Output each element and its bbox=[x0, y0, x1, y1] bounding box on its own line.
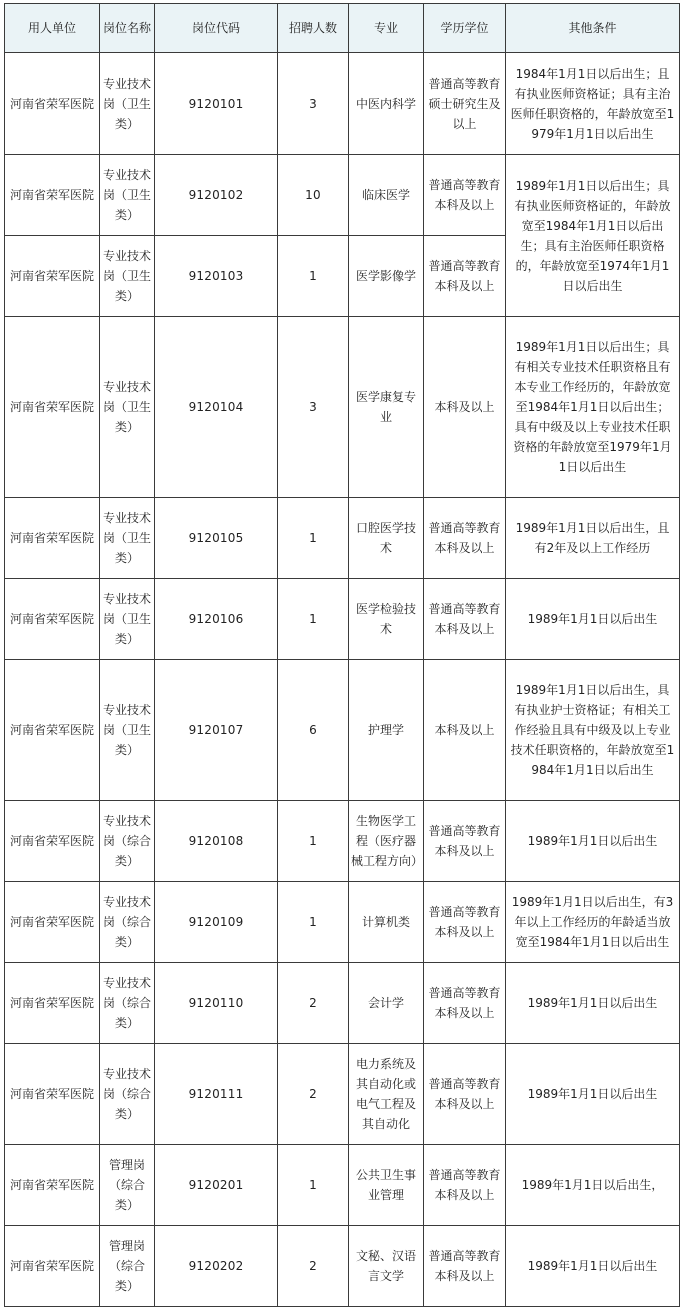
cell-major: 电力系统及其自动化或电气工程及其自动化 bbox=[349, 1044, 424, 1145]
cell-education: 普通高等教育本科及以上 bbox=[424, 1226, 506, 1307]
cell-count: 1 bbox=[278, 1145, 349, 1226]
cell-other: 1989年1月1日以后出生 bbox=[506, 1226, 680, 1307]
cell-unit: 河南省荣军医院 bbox=[5, 498, 100, 579]
cell-unit: 河南省荣军医院 bbox=[5, 1044, 100, 1145]
cell-code: 9120111 bbox=[155, 1044, 278, 1145]
table-row bbox=[5, 801, 680, 882]
header-major: 专业 bbox=[349, 4, 424, 53]
header-code: 岗位代码 bbox=[155, 4, 278, 53]
cell-count: 1 bbox=[278, 882, 349, 963]
cell-unit: 河南省荣军医院 bbox=[5, 801, 100, 882]
cell-code: 9120202 bbox=[155, 1226, 278, 1307]
cell-education: 普通高等教育本科及以上 bbox=[424, 882, 506, 963]
header-other: 其他条件 bbox=[506, 4, 680, 53]
table-row bbox=[5, 53, 680, 155]
cell-major: 中医内科学 bbox=[349, 53, 424, 155]
cell-code: 9120108 bbox=[155, 801, 278, 882]
cell-code: 9120101 bbox=[155, 53, 278, 155]
cell-post: 专业技术岗（卫生类） bbox=[100, 53, 155, 155]
cell-other: 1989年1月1日以后出生 bbox=[506, 801, 680, 882]
cell-major: 文秘、汉语言文学 bbox=[349, 1226, 424, 1307]
cell-other: 1989年1月1日以后出生，具有执业护士资格证；有相关工作经验且具有中级及以上专业技术任职资格的，年龄放宽至1984年1月1日以后出生 bbox=[506, 660, 680, 801]
cell-education: 普通高等教育本科及以上 bbox=[424, 155, 506, 236]
cell-code: 9120107 bbox=[155, 660, 278, 801]
cell-count: 2 bbox=[278, 1226, 349, 1307]
cell-code: 9120201 bbox=[155, 1145, 278, 1226]
table-row bbox=[5, 498, 680, 579]
cell-count: 1 bbox=[278, 579, 349, 660]
cell-education: 普通高等教育本科及以上 bbox=[424, 1145, 506, 1226]
cell-post: 专业技术岗（卫生类） bbox=[100, 579, 155, 660]
cell-post: 管理岗（综合类） bbox=[100, 1226, 155, 1307]
cell-unit: 河南省荣军医院 bbox=[5, 963, 100, 1044]
header-post: 岗位名称 bbox=[100, 4, 155, 53]
table-row bbox=[5, 1226, 680, 1307]
table-header-row bbox=[5, 4, 680, 53]
cell-other: 1989年1月1日以后出生；具有执业医师资格证的，年龄放宽至1984年1月1日以后出生；具有主治医师任职资格的，年龄放宽至1974年1月1日以后出生 bbox=[506, 155, 680, 317]
cell-count: 1 bbox=[278, 801, 349, 882]
cell-major: 医学康复专业 bbox=[349, 317, 424, 498]
cell-other: 1989年1月1日以后出生， bbox=[506, 1145, 680, 1226]
cell-code: 9120109 bbox=[155, 882, 278, 963]
table-row bbox=[5, 155, 680, 236]
cell-education: 普通高等教育本科及以上 bbox=[424, 579, 506, 660]
cell-other: 1989年1月1日以后出生 bbox=[506, 963, 680, 1044]
cell-code: 9120102 bbox=[155, 155, 278, 236]
cell-post: 专业技术岗（卫生类） bbox=[100, 498, 155, 579]
cell-major: 生物医学工程（医疗器械工程方向） bbox=[349, 801, 424, 882]
cell-major: 计算机类 bbox=[349, 882, 424, 963]
cell-count: 3 bbox=[278, 317, 349, 498]
cell-other: 1989年1月1日以后出生 bbox=[506, 1044, 680, 1145]
table-row bbox=[5, 882, 680, 963]
cell-unit: 河南省荣军医院 bbox=[5, 660, 100, 801]
cell-major: 会计学 bbox=[349, 963, 424, 1044]
cell-other: 1989年1月1日以后出生；具有相关专业技术任职资格且有本专业工作经历的，年龄放宽至1984年1月1日以后出生；具有中级及以上专业技术任职资格的年龄放宽至1979年1月1日以后出生 bbox=[506, 317, 680, 498]
cell-post: 专业技术岗（综合类） bbox=[100, 963, 155, 1044]
cell-other: 1984年1月1日以后出生；且有执业医师资格证；具有主治医师任职资格的，年龄放宽至1979年1月1日以后出生 bbox=[506, 53, 680, 155]
cell-education: 本科及以上 bbox=[424, 660, 506, 801]
cell-major: 医学影像学 bbox=[349, 236, 424, 317]
cell-other: 1989年1月1日以后出生，有3年以上工作经历的年龄适当放宽至1984年1月1日以后出生 bbox=[506, 882, 680, 963]
cell-unit: 河南省荣军医院 bbox=[5, 882, 100, 963]
cell-unit: 河南省荣军医院 bbox=[5, 155, 100, 236]
cell-education: 普通高等教育硕士研究生及以上 bbox=[424, 53, 506, 155]
header-unit: 用人单位 bbox=[5, 4, 100, 53]
cell-unit: 河南省荣军医院 bbox=[5, 236, 100, 317]
cell-post: 专业技术岗（综合类） bbox=[100, 882, 155, 963]
cell-education: 普通高等教育本科及以上 bbox=[424, 801, 506, 882]
cell-post: 专业技术岗（卫生类） bbox=[100, 660, 155, 801]
cell-count: 2 bbox=[278, 963, 349, 1044]
cell-post: 专业技术岗（卫生类） bbox=[100, 317, 155, 498]
cell-major: 护理学 bbox=[349, 660, 424, 801]
cell-post: 专业技术岗（卫生类） bbox=[100, 155, 155, 236]
cell-education: 普通高等教育本科及以上 bbox=[424, 498, 506, 579]
cell-major: 医学检验技术 bbox=[349, 579, 424, 660]
cell-post: 专业技术岗（卫生类） bbox=[100, 236, 155, 317]
table-row bbox=[5, 963, 680, 1044]
cell-count: 1 bbox=[278, 236, 349, 317]
cell-unit: 河南省荣军医院 bbox=[5, 1145, 100, 1226]
cell-unit: 河南省荣军医院 bbox=[5, 317, 100, 498]
cell-education: 普通高等教育本科及以上 bbox=[424, 963, 506, 1044]
cell-education: 普通高等教育本科及以上 bbox=[424, 236, 506, 317]
cell-count: 6 bbox=[278, 660, 349, 801]
cell-unit: 河南省荣军医院 bbox=[5, 579, 100, 660]
cell-other: 1989年1月1日以后出生，且有2年及以上工作经历 bbox=[506, 498, 680, 579]
cell-code: 9120104 bbox=[155, 317, 278, 498]
cell-unit: 河南省荣军医院 bbox=[5, 53, 100, 155]
cell-education: 普通高等教育本科及以上 bbox=[424, 1044, 506, 1145]
header-education: 学历学位 bbox=[424, 4, 506, 53]
table-row bbox=[5, 1044, 680, 1145]
cell-other: 1989年1月1日以后出生 bbox=[506, 579, 680, 660]
cell-code: 9120105 bbox=[155, 498, 278, 579]
cell-major: 公共卫生事业管理 bbox=[349, 1145, 424, 1226]
cell-code: 9120103 bbox=[155, 236, 278, 317]
table-row bbox=[5, 1145, 680, 1226]
header-count: 招聘人数 bbox=[278, 4, 349, 53]
cell-major: 口腔医学技术 bbox=[349, 498, 424, 579]
cell-count: 1 bbox=[278, 498, 349, 579]
cell-post: 管理岗（综合类） bbox=[100, 1145, 155, 1226]
cell-major: 临床医学 bbox=[349, 155, 424, 236]
table-row bbox=[5, 317, 680, 498]
recruitment-table bbox=[4, 3, 680, 1307]
cell-code: 9120106 bbox=[155, 579, 278, 660]
cell-count: 2 bbox=[278, 1044, 349, 1145]
table-row bbox=[5, 579, 680, 660]
cell-count: 10 bbox=[278, 155, 349, 236]
cell-unit: 河南省荣军医院 bbox=[5, 1226, 100, 1307]
cell-post: 专业技术岗（综合类） bbox=[100, 1044, 155, 1145]
cell-code: 9120110 bbox=[155, 963, 278, 1044]
cell-education: 本科及以上 bbox=[424, 317, 506, 498]
cell-post: 专业技术岗（综合类） bbox=[100, 801, 155, 882]
cell-count: 3 bbox=[278, 53, 349, 155]
table-row bbox=[5, 660, 680, 801]
